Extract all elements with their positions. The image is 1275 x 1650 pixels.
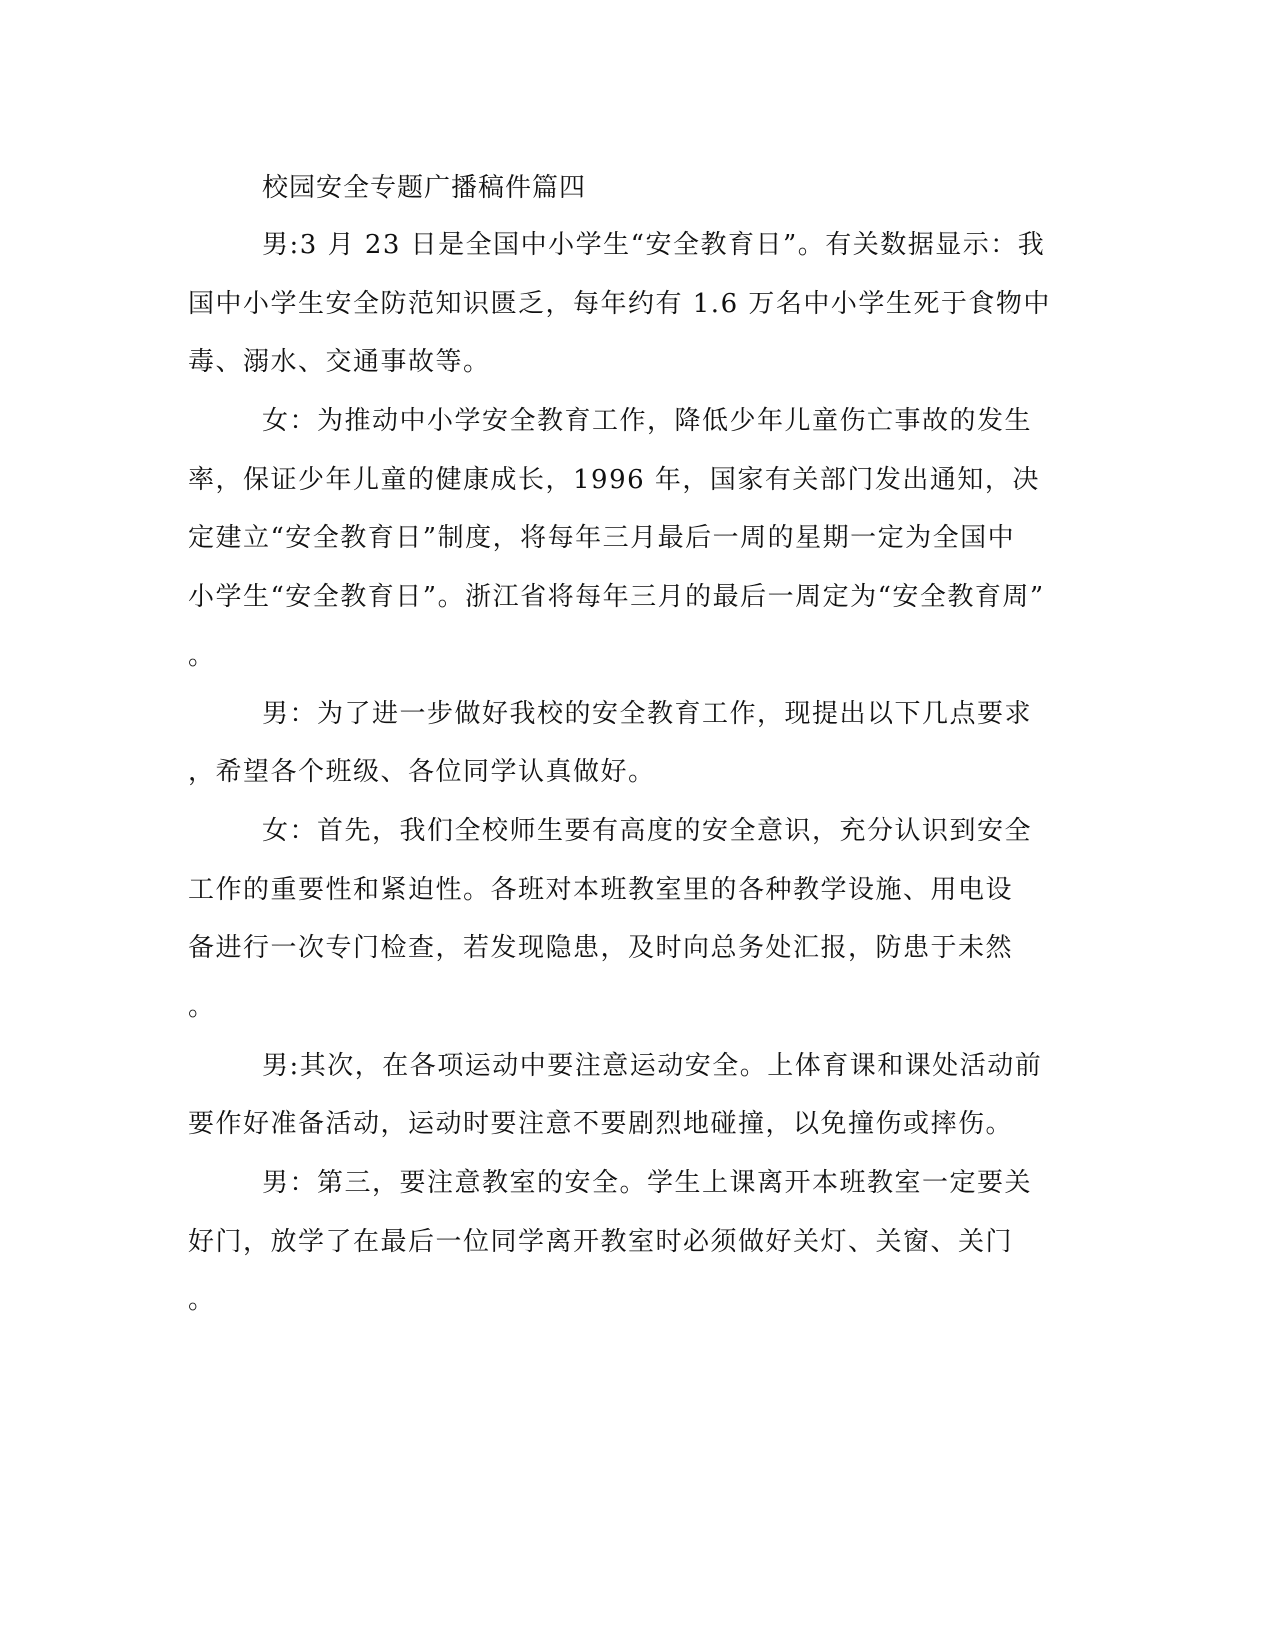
paragraph-line: 工作的重要性和紧迫性。各班对本班教室里的各种教学设施、用电设: [188, 875, 1014, 905]
paragraph-line: 女：为推动中小学安全教育工作，降低少年儿童伤亡事故的发生: [262, 406, 1033, 436]
paragraph-line: 。: [188, 1285, 216, 1315]
paragraph-line: 毒、溺水、交通事故等。: [188, 347, 491, 377]
paragraph-line: 好门，放学了在最后一位同学离开教室时必须做好关灯、关窗、关门: [188, 1227, 1014, 1257]
paragraph-line: 定建立“安全教育日”制度，将每年三月最后一周的星期一定为全国中: [188, 523, 1016, 553]
paragraph-line: 男:3 月 23 日是全国中小学生“安全教育日”。有关数据显示：我: [262, 230, 1046, 260]
paragraph-line: 男：第三，要注意教室的安全。学生上课离开本班教室一定要关: [262, 1168, 1033, 1198]
paragraph-line: 男:其次，在各项运动中要注意运动安全。上体育课和课处活动前: [262, 1051, 1043, 1081]
document-title: 校园安全专题广播稿件篇四: [262, 173, 587, 203]
paragraph-line: 国中小学生安全防范知识匮乏，每年约有 1.6 万名中小学生死于食物中: [188, 289, 1051, 319]
paragraph-line: 备进行一次专门检查，若发现隐患，及时向总务处汇报，防患于未然: [188, 933, 1014, 963]
paragraph-line: 男：为了进一步做好我校的安全教育工作，现提出以下几点要求: [262, 699, 1033, 729]
paragraph-line: 女：首先，我们全校师生要有高度的安全意识，充分认识到安全: [262, 816, 1033, 846]
paragraph-line: 率，保证少年儿童的健康成长，1996 年，国家有关部门发出通知，决: [188, 465, 1040, 495]
paragraph-line: 。: [188, 992, 216, 1022]
paragraph-line: 小学生“安全教育日”。浙江省将每年三月的最后一周定为“安全教育周”: [188, 582, 1045, 612]
paragraph-line: ，希望各个班级、各位同学认真做好。: [188, 757, 656, 787]
paragraph-line: 要作好准备活动，运动时要注意不要剧烈地碰撞，以免撞伤或摔伤。: [188, 1109, 1014, 1139]
paragraph-line: 。: [188, 641, 216, 671]
